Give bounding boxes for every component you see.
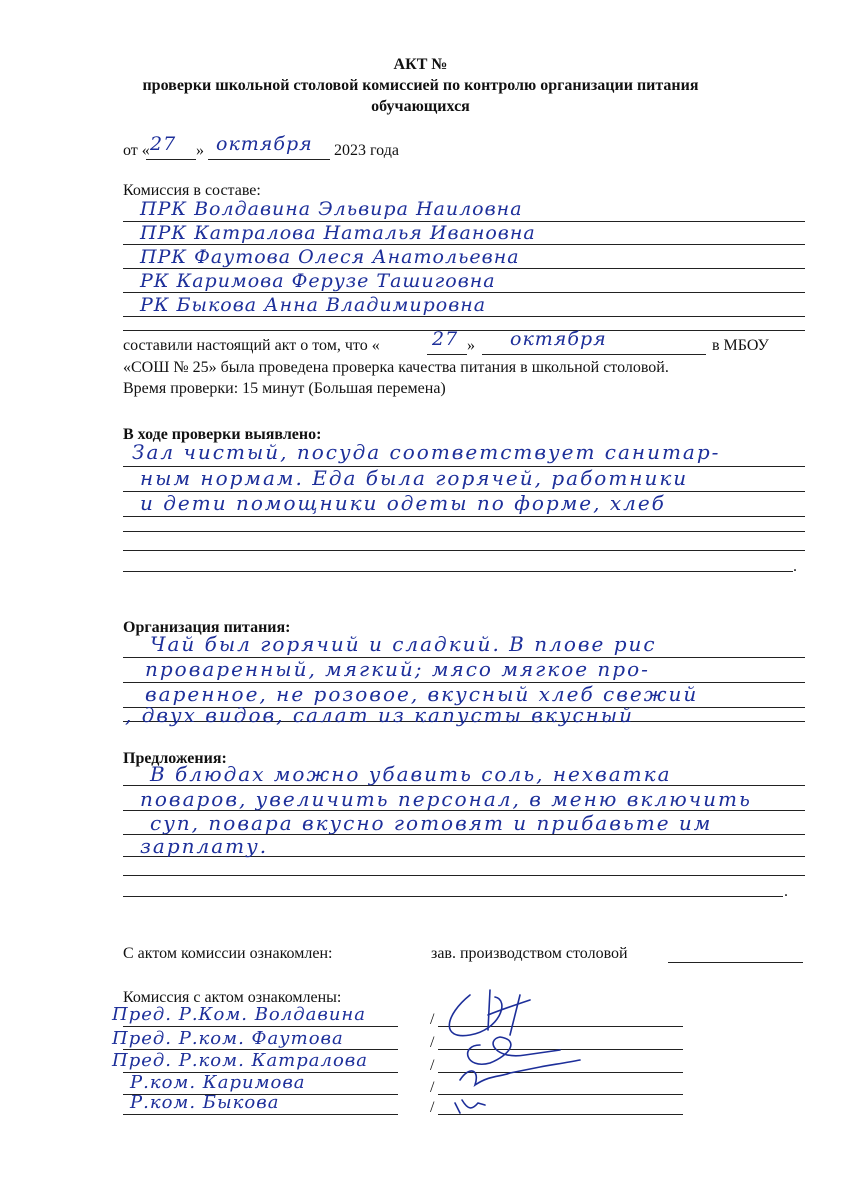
commission-member-5: РК Быкова Анна Владимировна — [140, 294, 487, 316]
nutrition-text-4: , двух видов, салат из капусты вкусный — [125, 703, 635, 727]
statement-day-underline — [427, 354, 467, 355]
date-day-underline — [146, 159, 196, 160]
manager-signature-line — [668, 962, 803, 963]
date-day-handwritten: 27 — [150, 133, 177, 155]
ack-name-4: Р.ком. Каримова — [130, 1072, 306, 1093]
nutrition-text-3: варенное, не розовое, вкусный хлеб свежий — [145, 682, 699, 706]
ack-name-2: Пред. Р.ком. Фаутова — [112, 1028, 344, 1049]
commission-ack-label: Комиссия с актом ознакомлены: — [123, 989, 342, 1006]
ack-name-1: Пред. Р.Ком. Волдавина — [112, 1004, 367, 1025]
nutrition-label: Организация питания: — [123, 619, 291, 636]
proposals-text-1: В блюдах можно убавить соль, нехватка — [150, 762, 672, 786]
ack-name-line-5 — [123, 1114, 398, 1115]
ack-slash-1: / — [430, 1011, 435, 1028]
proposals-label: Предложения: — [123, 750, 227, 767]
statement-month-handwritten: октября — [510, 328, 607, 350]
proposals-line-6 — [123, 896, 783, 897]
date-month-underline — [208, 159, 330, 160]
ack-name-5: Р.ком. Быкова — [130, 1092, 280, 1113]
proposals-text-2: поваров, увеличить персонал, в меню включить — [140, 787, 752, 811]
date-suffix: 2023 года — [334, 142, 399, 159]
proposals-text-4: зарплату. — [140, 834, 269, 858]
commission-line-6 — [123, 330, 805, 331]
act-subtitle-line1: проверки школьной столовой комиссией по контролю организации питания — [142, 77, 699, 94]
commission-line-2 — [123, 244, 805, 245]
findings-line-6 — [123, 571, 793, 572]
statement-line3: Время проверки: 15 минут (Большая перемена) — [123, 380, 446, 397]
commission-line-3 — [123, 268, 805, 269]
ack-name-3: Пред. Р.ком. Катралова — [112, 1050, 368, 1071]
date-prefix: от « — [123, 142, 150, 159]
commission-label: Комиссия в составе: — [123, 182, 261, 199]
statement-part1: составили настоящий акт о том, что « — [123, 337, 380, 354]
act-subtitle-line2: обучающихся — [371, 98, 470, 115]
statement-part2: » — [467, 337, 475, 354]
act-title: АКТ № — [393, 56, 448, 73]
nutrition-text-2: проваренный, мягкий; мясо мягкое про- — [145, 657, 650, 681]
findings-text-1: Зал чистый, посуда соответствует санитар- — [132, 440, 721, 464]
ack-slash-5: / — [430, 1099, 435, 1116]
proposals-text-3: суп, повара вкусно готовят и прибавьте им — [150, 811, 713, 835]
ack-slash-3: / — [430, 1057, 435, 1074]
date-month-handwritten: октября — [216, 133, 313, 155]
proposals-line-5 — [123, 875, 805, 876]
ack-name-line-1 — [123, 1026, 398, 1027]
commission-line-5 — [123, 316, 805, 317]
findings-text-3: и дети помощники одеты по форме, хлеб — [140, 491, 666, 515]
statement-line2: «СОШ № 25» была проведена проверка качества питания в школьной столовой. — [123, 359, 669, 376]
commission-member-1: ПРК Волдавина Эльвира Наиловна — [140, 198, 523, 220]
acknowledge-right: зав. производством столовой — [431, 945, 628, 962]
statement-month-underline — [482, 354, 706, 355]
commission-signatures — [440, 985, 600, 1125]
findings-period: . — [793, 558, 797, 575]
nutrition-text-1: Чай был горячий и сладкий. В плове рис — [150, 632, 657, 656]
commission-member-4: РК Каримова Ферузе Ташиговна — [140, 270, 496, 292]
ack-slash-2: / — [430, 1034, 435, 1051]
findings-text-2: ным нормам. Еда была горячей, работники — [140, 466, 689, 490]
findings-label: В ходе проверки выявлено: — [123, 426, 322, 443]
date-mid: » — [196, 142, 204, 159]
proposals-period: . — [784, 883, 788, 900]
acknowledge-left: С актом комиссии ознакомлен: — [123, 945, 333, 962]
findings-line-4 — [123, 531, 805, 532]
ack-slash-4: / — [430, 1079, 435, 1096]
commission-line-4 — [123, 292, 805, 293]
commission-member-2: ПРК Катралова Наталья Ивановна — [140, 222, 536, 244]
statement-day-handwritten: 27 — [432, 328, 459, 350]
statement-part3: в МБОУ — [712, 337, 769, 354]
commission-member-3: ПРК Фаутова Олеся Анатольевна — [140, 246, 520, 268]
findings-line-3 — [123, 516, 805, 517]
findings-line-5 — [123, 550, 805, 551]
